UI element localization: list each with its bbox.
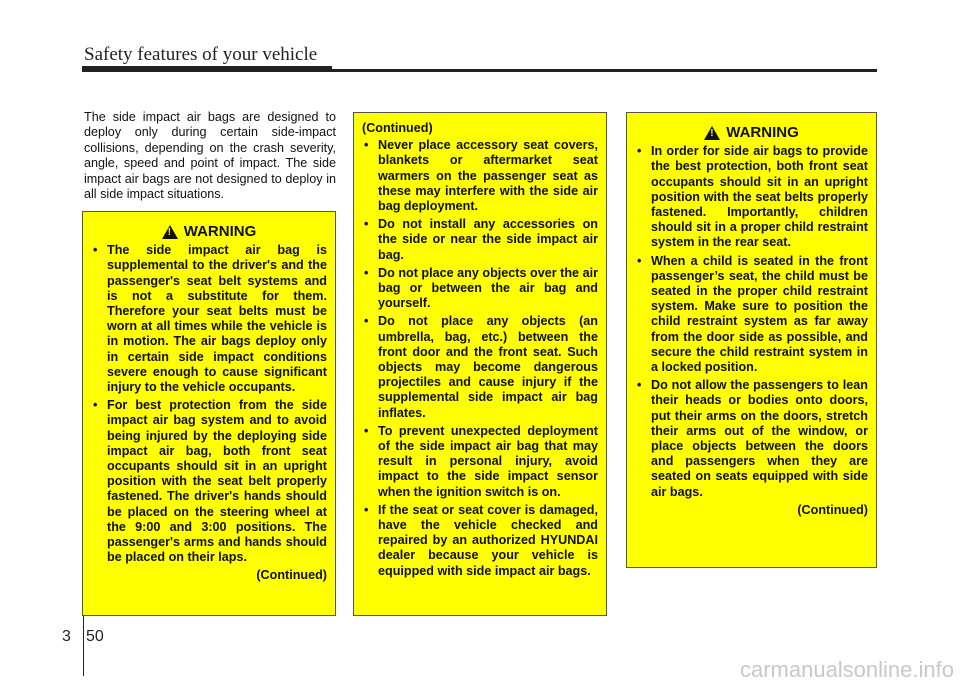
- warning-box-middle: [353, 112, 607, 616]
- warning-heading: [91, 224, 327, 239]
- warning-list: [362, 138, 598, 579]
- page-number: [62, 628, 104, 646]
- warning-item: • To prevent unexpected deployment of the side impact air bag that may result in personal injury, avoid impact to the side impact sensor when the ignition switch is on.: [362, 424, 598, 500]
- warning-item: • In order for side air bags to provide the best protection, both front seat occupants should sit in an upright position with the seat belts properly fastened. Importantly, children should sit in a proper child restraint system in the rear seat.: [635, 144, 868, 250]
- continued-label: (Continued): [362, 121, 433, 135]
- continued-label: (Continued): [797, 502, 868, 517]
- warning-item: • When a child is seated in the front passenger’s seat, the child must be seated in the proper child restraint system. Make sure to position the child restraint system as far away from the door side as possible, and secure the child restraint system in a locked position.: [635, 254, 868, 376]
- continued-label: (Continued): [256, 568, 327, 583]
- warning-heading-label: WARNING: [726, 124, 799, 141]
- warning-item: • Do not allow the passengers to lean their heads or bodies onto doors, put their arms on the doors, stretch their arms out of the window, or place objects between the doors and passengers when they are seated on seats equipped with side air bags.: [635, 378, 868, 500]
- warning-box-left: [82, 211, 336, 616]
- warning-item: • Do not place any objects (an umbrella, bag, etc.) between the front door and the front seat. Such objects may become dangerous projectiles and cause injury if the supplemental side impact air bag inflates.: [362, 314, 598, 420]
- warning-list: [635, 144, 868, 500]
- warning-item: • If the seat or seat cover is damaged, have the vehicle checked and repaired by an authorized HYUNDAI dealer because your vehicle is equipped with side impact air bags.: [362, 503, 598, 579]
- warning-item: • Never place accessory seat covers, blankets or aftermarket seat warmers on the passenger seat as these may interfere with the side air bag deployment.: [362, 138, 598, 214]
- warning-triangle-icon: !: [162, 225, 178, 239]
- warning-heading-label: WARNING: [183, 223, 257, 240]
- section-number: 3: [62, 628, 71, 645]
- warning-item: • For best protection from the side impact air bag system and to avoid being injured by the deploying side impact air bag, both front seat occupants should sit in an upright position with the seat belt properly fastened. The driver's hands should be placed on the steering wheel at the 9:00 and 3:00 positions. The passenger's arms and hands should be placed on their laps.: [91, 398, 327, 565]
- watermark: carmanualsonline.info: [739, 657, 954, 682]
- page-number-value: 50: [86, 628, 104, 645]
- warning-heading: [635, 125, 868, 140]
- warning-triangle-icon: !: [704, 126, 720, 140]
- warning-box-right: [626, 112, 877, 568]
- header-rule-accent: [82, 66, 332, 72]
- warning-item: • Do not install any accessories on the side or near the side impact air bag.: [362, 217, 598, 263]
- warning-item: • Do not place any objects over the air bag or between the air bag and yourself.: [362, 266, 598, 312]
- warning-list: [91, 243, 327, 565]
- intro-paragraph: The side impact air bags are designed to deploy only during certain side-impact collisions, depending on the crash severity, angle, speed and point of impact. The side impact air bags are not designed to deploy in all side impact situations.: [84, 110, 336, 202]
- page-header-title: Safety features of your vehicle: [84, 44, 318, 65]
- page-number-divider: [83, 616, 84, 676]
- warning-item: • The side impact air bag is supplemental to the driver's and the passenger's seat belt systems and is not a substitute for them. Therefore your seat belts must be worn at all times while the vehicle is in motion. The air bags deploy only in certain side impact conditions severe enough to cause significant injury to the vehicle occupants.: [91, 243, 327, 395]
